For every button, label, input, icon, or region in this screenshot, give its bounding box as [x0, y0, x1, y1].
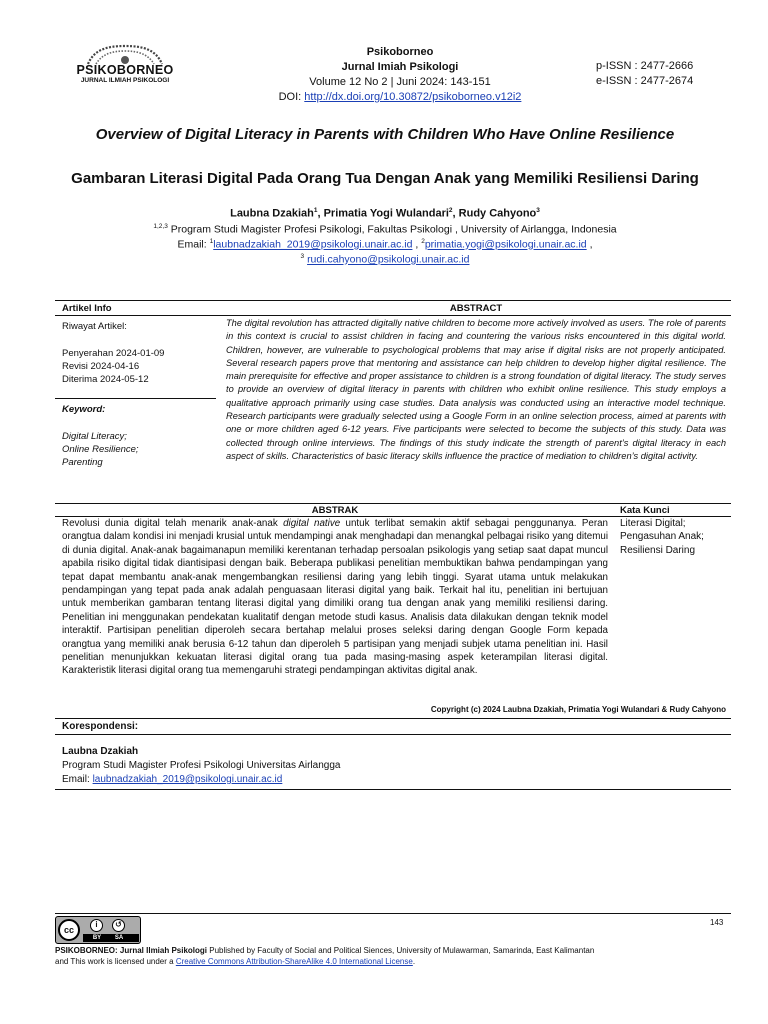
logo-subtitle: JURNAL ILMIAH PSIKOLOGI — [80, 77, 170, 84]
footer-license-prefix: and This work is licensed under a — [55, 957, 176, 966]
page-number: 143 — [710, 918, 724, 927]
history-revised: Revisi 2024-04-16 — [62, 361, 140, 372]
section-rule-top — [55, 300, 731, 301]
abstract-text: The digital revolution has attracted digitally native children to become more actively involved as users. The role of parents in this context is crucial to assist children in facing and countering the various risks encountered in this digital world. Children, however, are vulnerable to psychological problems that may arise if digital risks are not properly anticipated. Several research papers prove that mentoring and assistance can help children to develop higher digital resilience. The main prerequisite for effective and proper assistance to children is a strong foundation of digital literacy. The study serves to provide an overview of digital literacy in parents with children who exhibit online resilience. This study employs a qualitative approach primarily using case studies. Data analysis was conducted using an interactive model technique. Research participants were gradually selected using a Google Form in an online selection process, aimed at parents with one or more children aged 6-12 years. Five participants were selected to become the subjects of this study. Data was collected through online interviews. The findings of this study indicate the strength of parent’s digital literacy in each aspect of skills. Characteristics of basic literacy skills influence the practice of mediation to children’s digital activity. — [226, 318, 726, 461]
cc-license-badge[interactable] — [55, 916, 141, 944]
author-1-sup: 1 — [313, 207, 318, 214]
attribution-icon: i — [90, 919, 103, 932]
email-2-sup: 2 — [421, 238, 425, 245]
kata-kunci-list — [620, 517, 704, 557]
e-issn: e-ISSN : 2477-2674 — [596, 75, 694, 87]
correspondent-email-line — [62, 774, 282, 785]
affiliation — [40, 223, 730, 236]
sharealike-icon: ↺ — [112, 919, 125, 932]
author-3: Rudy Cahyono — [458, 207, 537, 220]
keyword-item: Parenting — [62, 457, 103, 468]
journal-subtitle: Jurnal Imiah Psikologi — [341, 61, 459, 73]
history-accepted: Diterima 2024-05-12 — [62, 374, 149, 385]
author-list: Laubna Dzakiah$^1$, Primatia Yogi Wulandari$^2$, Rudy Cahyono$^3$ — [230, 207, 540, 220]
abstrak-text-italic: digital native — [283, 518, 341, 529]
footer-publisher-line — [55, 945, 735, 956]
author-emails-line-2 — [40, 253, 730, 266]
footer-publisher: Published by Faculty of Social and Political Siences, University of Mulawarman, Samarinda, East Kalimantan — [207, 946, 595, 955]
cc-sa-label: SA — [114, 935, 124, 941]
correspondent-email-label: Email: — [62, 774, 90, 785]
email-3-sup: 3 — [300, 253, 305, 260]
kata-kunci-item: Literasi Digital; — [620, 518, 686, 529]
cc-icon: cc — [58, 919, 80, 941]
keyword-item: Digital Literacy; — [62, 431, 127, 442]
history-label: Riwayat Artikel: — [62, 321, 127, 332]
author-1: Laubna Dzakiah — [230, 207, 314, 220]
article-info-heading: Artikel Info — [62, 303, 112, 314]
correspondent-institution: Program Studi Magister Profesi Psikologi Universitas Airlangga — [62, 760, 341, 771]
doi-label: DOI: — [278, 91, 302, 103]
journal-volume: Volume 12 No 2 | Juni 2024: 143-151 — [309, 76, 491, 88]
abstrak-text-start: Revolusi dunia digital telah menarik anak-anak — [62, 518, 284, 529]
abstract-header-rule — [55, 315, 731, 316]
abstract-heading: ABSTRACT — [449, 303, 503, 314]
email-1-sup: 1 — [209, 238, 214, 245]
kata-kunci-item: Resiliensi Daring — [620, 544, 696, 556]
logo-name: PSIKOBORNEO — [76, 63, 174, 77]
affiliation-text: Program Studi Magister Profesi Psikologi, Fakultas Psikologi , University of Airlangga, Indonesia — [170, 223, 617, 236]
correspondence-header-rule — [55, 734, 731, 735]
email-link-1[interactable]: laubnadzakiah_2019@psikologi.unair.ac.id — [213, 238, 413, 251]
abstrak-text — [62, 517, 608, 678]
cc-by-label: BY — [92, 935, 102, 941]
kata-kunci-item: Pengasuhan Anak; — [620, 531, 704, 543]
journal-logo — [62, 44, 188, 110]
author-3-sup: 3 — [536, 207, 540, 214]
history-submitted: Penyerahan 2024-01-09 — [62, 348, 165, 359]
doi-link[interactable]: http://dx.doi.org/10.30872/psikoborneo.v12i2 — [304, 91, 522, 103]
title-indonesian: Gambaran Literasi Digital Pada Orang Tua Dengan Anak yang Memiliki Resiliensi Daring — [71, 170, 699, 187]
correspondence-rule-bottom — [55, 789, 731, 790]
footer-rule — [55, 913, 731, 914]
footer-license-suffix: . — [412, 957, 416, 966]
author-emails: Email: $^1$laubnadzakiah_2019@psikologi.unair.ac.id , $^2$primatia.yogi@psikologi.unair.ac.id , — [177, 238, 593, 251]
keyword-rule — [55, 398, 216, 399]
email-link-2[interactable]: primatia.yogi@psikologi.unair.ac.id — [424, 238, 587, 251]
abstrak-text-rest: untuk terlibat semakin aktif sebagai penggunanya. Peran orangtua dalam kondisi ini menjadi krusial untuk mendampingi anak menghadapi dan menangkal pelbagai risiko yang ditemui di dunia digital. Anak-anak bagaimanapun memiliki kerentanan terhadap persoalan psikologis yang setiap saat dapat muncul apabila risiko digital tidak diantisipasi dengan baik. Beberapa publikasi penelitian membuktikan bahwa pendampingan yang tepat dapat membantu anak-anak mengembangkan resiliensi daring yang lebih tinggi. Syarat utama untuk melakukan pendampingan yang tepat pada anak adalah penguasaan literasi digital yang baik. Terkait hal itu, penelitian ini bertujuan untuk memberikan gambaran tentang literasi digital yang dimiliki orang tua dengan anak yang memiliki resiliensi daring. Penelitian ini menggunakan pendekatan kualitatif dengan metode studi kasus. Analisis data dilakukan dengan teknik model interaktif. Partisipan penelitian diperoleh secara bertahap melalui proses seleksi daring dengan Google Form kepada orangtua yang memiliki anak berusia 6-12 tahun dan diperoleh 5 partisipan yang menjadi subjek utama penelitian ini. Hasil penelitian menunjukkan kekuatan literasi digital orang tua pada masing-masing aspek keterampilan literasi digital. Karakteristik literasi digital orang tua memengaruhi strategi pendampingan aktivitas digital anak. — [62, 518, 608, 677]
footer-license-link[interactable]: Creative Commons Attribution-ShareAlike 4.0 International License — [175, 957, 413, 966]
issn-block — [596, 59, 726, 89]
doi-line — [230, 90, 570, 105]
abstrak-heading: ABSTRAK — [311, 505, 359, 516]
footer-license-line — [55, 956, 735, 967]
kata-kunci-heading: Kata Kunci — [620, 505, 670, 516]
footer-license-text — [55, 945, 735, 967]
author-2: Primatia Yogi Wulandari — [323, 207, 449, 220]
copyright-line: Copyright (c) 2024 Laubna Dzakiah, Primatia Yogi Wulandari & Rudy Cahyono — [430, 705, 726, 714]
journal-header — [230, 45, 570, 105]
keyword-label: Keyword: — [62, 404, 106, 415]
correspondence-heading: Korespondensi: — [62, 721, 139, 732]
author-2-sup: 2 — [448, 207, 453, 214]
correspondent-email-link[interactable]: laubnadzakiah_2019@psikologi.unair.ac.id — [92, 774, 283, 785]
correspondence-rule-top — [55, 718, 731, 719]
footer-journal-name: PSIKOBORNEO: Jurnal Ilmiah Psikologi — [55, 946, 208, 955]
p-issn: p-ISSN : 2477-2666 — [596, 60, 694, 72]
keyword-item: Online Resilience; — [62, 444, 139, 455]
abstrak-rule-top — [55, 503, 731, 504]
journal-name: Psikoborneo — [366, 46, 434, 58]
correspondent-name: Laubna Dzakiah — [62, 746, 139, 757]
email-label: Email: — [177, 238, 207, 251]
email-link-3[interactable]: rudi.cahyono@psikologi.unair.ac.id — [307, 253, 470, 266]
affiliation-sup: 1,2,3 — [153, 223, 168, 230]
title-english: Overview of Digital Literacy in Parents with Children Who Have Online Resilience — [95, 126, 675, 143]
